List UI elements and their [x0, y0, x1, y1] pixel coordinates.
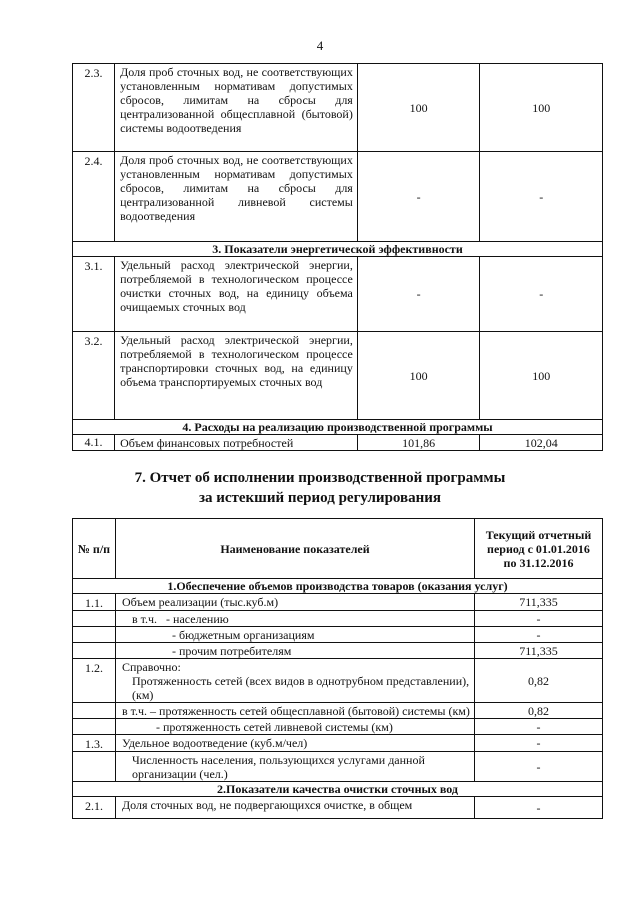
table-row — [73, 594, 603, 611]
indicator-name: - прочим потребителям — [116, 643, 475, 659]
value-cell: - — [357, 152, 480, 242]
report-table — [72, 518, 603, 819]
row-label: - населению — [166, 612, 229, 626]
table-row — [73, 703, 603, 719]
value-cell: 0,82 — [475, 703, 603, 719]
section-header-row — [73, 242, 603, 257]
section-header-row — [73, 782, 603, 797]
value-cell: - — [475, 797, 603, 819]
value-cell: 711,335 — [475, 643, 603, 659]
row-number: 2.3. — [73, 64, 115, 152]
table-row — [73, 611, 603, 627]
indicator-name: Доля проб сточных вод, не соответствующих установленным нормативам допустимых сбросов, лимитам на сбросы для централизованной общесплавной (бытовой) системы водоотведения — [115, 64, 358, 152]
table-row — [73, 735, 603, 752]
section-header: 2.Показатели качества очистки сточных вод — [73, 782, 603, 797]
value-cell: - — [475, 611, 603, 627]
value-cell: 711,335 — [475, 594, 603, 611]
section-header: 1.Обеспечение объемов производства товаров (оказания услуг) — [73, 579, 603, 594]
table-row — [73, 64, 603, 152]
row-number: 2.4. — [73, 152, 115, 242]
value-cell: 100 — [480, 332, 603, 420]
row-number: 3.2. — [73, 332, 115, 420]
row-number-empty — [73, 719, 116, 735]
section-header-row — [73, 579, 603, 594]
value-cell: 0,82 — [475, 659, 603, 703]
indicator-name: - бюджетным организациям — [116, 627, 475, 643]
value-cell: - — [480, 257, 603, 332]
table-row — [73, 332, 603, 420]
row-number: 4.1. — [73, 435, 115, 451]
value-cell: - — [475, 735, 603, 752]
row-label: Справочно: — [122, 660, 181, 674]
row-text: Протяженность сетей (всех видов в однотрубном представлении), (км) — [132, 674, 470, 702]
value-cell: 102,04 — [480, 435, 603, 451]
indicator-name: Удельное водоотведение (куб.м/чел) — [116, 735, 475, 752]
table-row — [73, 643, 603, 659]
row-number-empty — [73, 643, 116, 659]
value-cell: - — [357, 257, 480, 332]
indicator-name: Численность населения, пользующихся услугами данной организации (чел.) — [116, 752, 475, 782]
table-row — [73, 435, 603, 451]
row-number-empty — [73, 611, 116, 627]
table-header-row — [73, 519, 603, 579]
indicators-table — [72, 63, 603, 451]
section-header-row — [73, 420, 603, 435]
table-row — [73, 797, 603, 819]
value-cell: - — [475, 719, 603, 735]
indicator-name: Доля проб сточных вод, не соответствующих установленным нормативам допустимых сбросов, лимитам на сбросы для централизованной ливневой системы водоотведения — [115, 152, 358, 242]
section-header: 3. Показатели энергетической эффективности — [73, 242, 603, 257]
column-header-number: № п/п — [73, 519, 116, 579]
value-cell: - — [475, 752, 603, 782]
indicator-name: Объем реализации (тыс.куб.м) — [116, 594, 475, 611]
value-cell: 101,86 — [357, 435, 480, 451]
column-header-period: Текущий отчетный период с 01.01.2016 по 31.12.2016 — [475, 519, 603, 579]
page-number: 4 — [316, 38, 324, 53]
table-row — [73, 752, 603, 782]
indicator-name: в т.ч. – протяженность сетей общесплавной (бытовой) системы (км) — [116, 703, 475, 719]
table-row — [73, 152, 603, 242]
report-title-line1: 7. Отчет об исполнении производственной программы — [134, 470, 506, 486]
table-row — [73, 627, 603, 643]
indicator-name: Удельный расход электрической энергии, потребляемой в технологическом процессе транспортировки сточных вод, на единицу объема транспортируемых сточных вод — [115, 332, 358, 420]
value-cell: 100 — [357, 64, 480, 152]
section-header: 4. Расходы на реализацию производственной программы — [73, 420, 603, 435]
row-number: 1.1. — [73, 594, 116, 611]
report-title-line2: за истекший период регулирования — [198, 490, 442, 506]
value-cell: - — [480, 152, 603, 242]
indicator-name: Доля сточных вод, не подвергающихся очистке, в общем — [116, 797, 475, 819]
column-header-name: Наименование показателей — [116, 519, 475, 579]
row-number: 1.3. — [73, 735, 116, 752]
table-row — [73, 659, 603, 703]
value-cell: 100 — [480, 64, 603, 152]
table-row — [73, 719, 603, 735]
row-number: 1.2. — [73, 659, 116, 703]
indicator-name — [116, 659, 475, 703]
row-prefix: в т.ч. — [132, 612, 158, 626]
value-cell: 100 — [357, 332, 480, 420]
indicator-name: Удельный расход электрической энергии, потребляемой в технологическом процессе очистки сточных вод, на единицу объема очищаемых сточных вод — [115, 257, 358, 332]
row-number-empty — [73, 752, 116, 782]
value-cell: - — [475, 627, 603, 643]
indicator-name — [116, 611, 475, 627]
indicator-name: - протяженность сетей ливневой системы (км) — [116, 719, 475, 735]
row-number: 2.1. — [73, 797, 116, 819]
row-number-empty — [73, 627, 116, 643]
row-number: 3.1. — [73, 257, 115, 332]
row-number-empty — [73, 703, 116, 719]
table-row — [73, 257, 603, 332]
indicator-name: Объем финансовых потребностей — [115, 435, 358, 451]
